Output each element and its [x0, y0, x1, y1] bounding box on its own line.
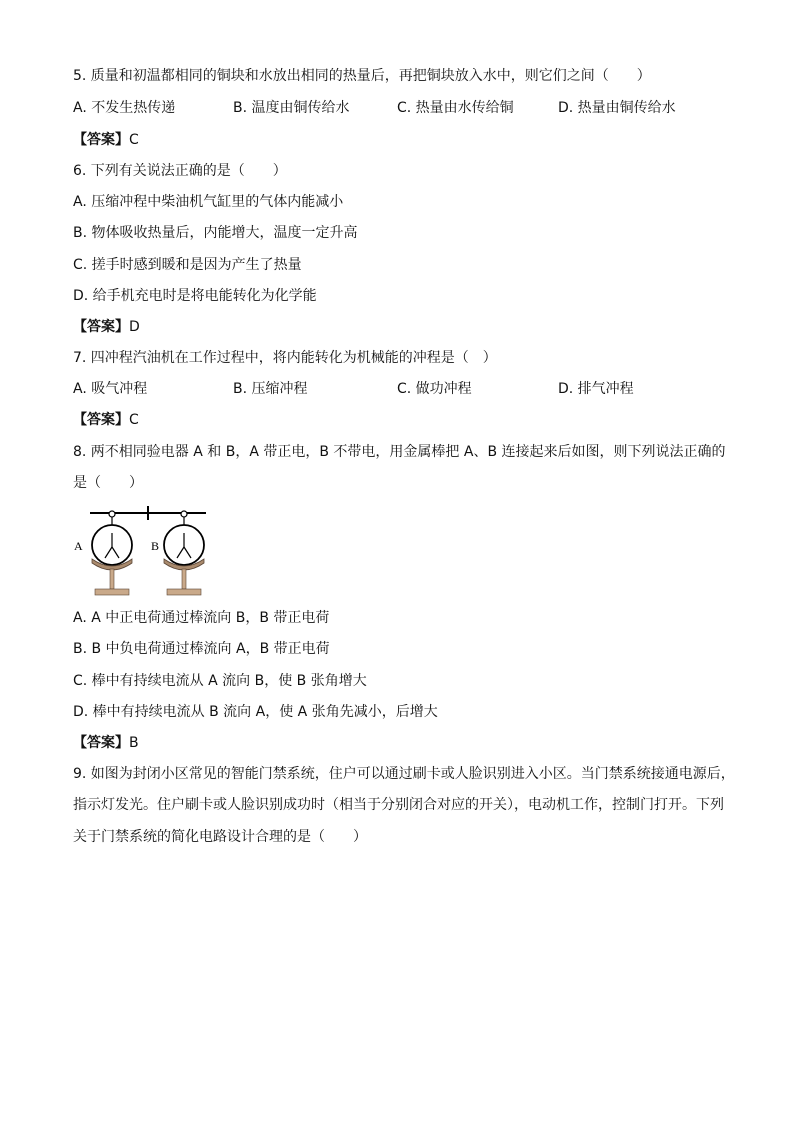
answer-label: 【答案】 [73, 412, 129, 428]
answer-value: C [129, 412, 139, 428]
q6-option-a: A. 压缩冲程中柴油机气缸里的气体内能减小 [73, 194, 344, 210]
q5-option-c: C. 热量由水传给铜 [397, 100, 514, 116]
answer-label: 【答案】 [73, 735, 129, 751]
q6-option-b: B. 物体吸收热量后，内能增大，温度一定升高 [73, 225, 358, 241]
q8-answer [73, 733, 139, 753]
electroscope-figure [72, 503, 212, 601]
q9-stem-line1: 9. 如图为封闭小区常见的智能门禁系统，住户可以通过刷卡或人脸识别进入小区。当门禁系统接通电源后， [73, 766, 735, 782]
q7-answer [73, 410, 139, 430]
q8-stem-line1: 8. 两不相同验电器 A 和 B，A 带正电，B 不带电，用金属棒把 A、B 连接起来后如图，则下列说法正确的 [73, 444, 726, 460]
q6-option-d: D. 给手机充电时是将电能转化为化学能 [73, 288, 317, 304]
answer-label: 【答案】 [73, 132, 129, 148]
answer-label: 【答案】 [73, 319, 129, 335]
q7-stem: 7. 四冲程汽油机在工作过程中，将内能转化为机械能的冲程是（ ） [73, 350, 497, 366]
q7-option-a: A. 吸气冲程 [73, 381, 148, 397]
answer-value: B [129, 735, 139, 751]
q5-option-d: D. 热量由铜传给水 [558, 100, 676, 116]
q6-answer [73, 317, 140, 337]
q8-option-d: D. 棒中有持续电流从 B 流向 A，使 A 张角先减小，后增大 [73, 704, 438, 720]
q7-option-c: C. 做功冲程 [397, 381, 472, 397]
q7-option-d: D. 排气冲程 [558, 381, 634, 397]
figure-label-a: A [74, 539, 83, 553]
q7-option-b: B. 压缩冲程 [233, 381, 308, 397]
answer-value: C [129, 132, 139, 148]
electroscope-a [92, 511, 132, 595]
q6-stem: 6. 下列有关说法正确的是（ ） [73, 163, 287, 179]
q9-stem-line3: 关于门禁系统的简化电路设计合理的是（ ） [73, 829, 367, 845]
q5-option-b: B. 温度由铜传给水 [233, 100, 350, 116]
answer-value: D [129, 319, 140, 335]
q5-answer [73, 130, 139, 150]
figure-label-b: B [151, 539, 160, 553]
q8-option-b: B. B 中负电荷通过棒流向 A，B 带正电荷 [73, 641, 330, 657]
q8-option-c: C. 棒中有持续电流从 A 流向 B，使 B 张角增大 [73, 673, 367, 689]
q9-stem-line2: 指示灯发光。住户刷卡或人脸识别成功时（相当于分别闭合对应的开关），电动机工作，控制门打开。下列 [73, 797, 724, 813]
q5-stem: 5. 质量和初温都相同的铜块和水放出相同的热量后，再把铜块放入水中，则它们之间（ ） [73, 68, 651, 84]
q8-option-a: A. A 中正电荷通过棒流向 B，B 带正电荷 [73, 610, 330, 626]
electroscope-b [164, 511, 204, 595]
q8-stem-line2: 是（ ） [73, 475, 143, 491]
q5-option-a: A. 不发生热传递 [73, 100, 176, 116]
q6-option-c: C. 搓手时感到暖和是因为产生了热量 [73, 257, 302, 273]
